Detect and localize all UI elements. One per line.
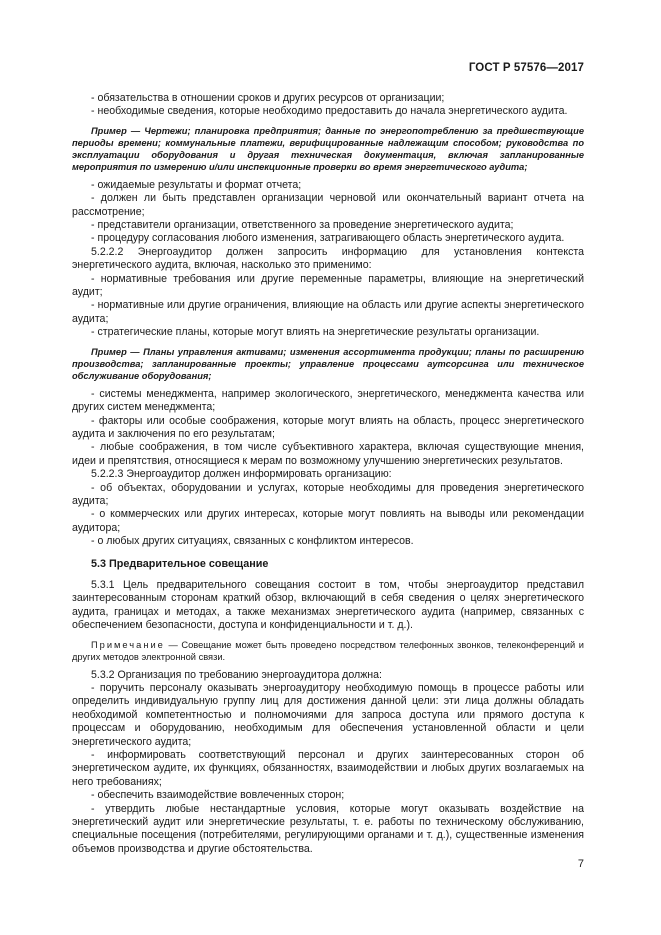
list-item: - об объектах, оборудовании и услугах, которые необходимы для проведения энергетического аудита; (72, 481, 584, 507)
list-item: - о коммерческих или других интересах, которые могут повлиять на выводы или рекомендации аудитора; (72, 508, 584, 534)
list-item: - обязательства в отношении сроков и других ресурсов от организации; (91, 92, 445, 104)
section-heading: 5.3 Предварительное совещание (91, 557, 269, 570)
note-label: Примечание (91, 639, 165, 650)
page-content (72, 92, 584, 856)
clause-5-3-2: 5.3.2 Организация по требованию энергоаудитора должна: (91, 668, 382, 681)
list-item: - представители организации, ответственного за проведение энергетического аудита; (91, 219, 514, 232)
note-text: — Совещание может быть проведено посредством телефонных звонков, телеконференций и других методов электронной связи. (72, 639, 584, 662)
list-item: - ожидаемые результаты и формат отчета; (91, 178, 302, 191)
standard-header: ГОСТ Р 57576—2017 (468, 62, 584, 74)
list-item: - стратегические планы, которые могут влиять на энергетические результаты организации. (91, 326, 540, 339)
clause-5-2-2-2: 5.2.2.2 Энергоаудитор должен запросить информацию для установления контекста энергетического аудита, включая, насколько это применимо: (72, 245, 584, 272)
list-item: - информировать соответствующий персонал и других заинтересованных сторон об энергетическом аудите, их функциях, обязанностях, взаимодействии и любых других возлагаемых на него требованиях; (72, 749, 584, 788)
clause-5-3-1: 5.3.1 Цель предварительного совещания состоит в том, чтобы энергоаудитор представил заинтересованным сторонам краткий обзор, включающий в себя сведения о целях энергетического аудита, границах и методах, а также механизмах энергетического аудита (например, связанных с обеспечением безопасности, доступа и конфиденциальности и т. д.). (72, 578, 584, 632)
list-item: - нормативные требования или другие переменные параметры, влияющие на энергетический аудит; (72, 272, 584, 299)
example-paragraph: Пример — Планы управления активами; изменения ассортимента продукции; планы по расширению производства; запланированные проекты; управление процессами аутсорсинга или техническое обслуживание оборудования; (72, 346, 584, 381)
list-item: - нормативные или другие ограничения, влияющие на область или другие аспекты энергетического аудита; (72, 299, 584, 325)
list-item: - необходимые сведения, которые необходимо предоставить до начала энергетического аудита. (91, 105, 568, 118)
list-item: - утвердить любые нестандартные условия, которые могут оказывать воздействие на энергетический аудит или энергетические результаты, т. е. работы по техническому обслуживанию, специальные посещения (потребителями, регулирующими органами и т. д.), существенные изменения объемов производства и другие обстоятельства. (72, 802, 584, 855)
list-item: - должен ли быть представлен организации черновой или окончательный вариант отчета на рассмотрение; (72, 192, 584, 218)
list-item: - о любых других ситуациях, связанных с конфликтом интересов. (91, 535, 414, 548)
list-item: - системы менеджмента, например экологического, энергетического, менеджмента качества или других систем менеджмента; (72, 387, 584, 414)
clause-5-2-2-3: 5.2.2.3 Энергоаудитор должен информировать организацию: (91, 468, 392, 481)
page-number: 7 (577, 858, 584, 870)
list-item: - любые соображения, в том числе субъективного характера, включая существующие мнения, идеи и препятствия, относящиеся к мерам по возможному улучшению энергетических результатов. (72, 441, 584, 467)
note-paragraph (72, 639, 584, 663)
example-paragraph: Пример — Чертежи; планировка предприятия; данные по энергопотреблению за предшествующие периоды времени; коммунальные платежи, верифицированные надлежащим способом; руководства по эксплуатации оборудования и другая техническая документация, включая запланированные мероприятия по измерению и/или инспекционные проверки во время энергетического аудита; (72, 125, 584, 172)
list-item: - факторы или особые соображения, которые могут влиять на область, процесс энергетического аудита и заключения по его результатам; (72, 414, 584, 440)
list-item: - процедуру согласования любого изменения, затрагивающего область энергетического аудита. (91, 232, 565, 245)
list-item: - поручить персоналу оказывать энергоаудитору необходимую помощь в процессе работы или определить индивидуальную группу лиц для достижения данной цели: эти лица должны обладать необходимой компетентностью и полномочиями для запроса доступа или прямого доступа к процессам и оборудованию, необходимым для обеспечения установленной области и цели энергетического аудита; (72, 682, 584, 748)
list-item: - обеспечить взаимодействие вовлеченных сторон; (91, 789, 345, 802)
